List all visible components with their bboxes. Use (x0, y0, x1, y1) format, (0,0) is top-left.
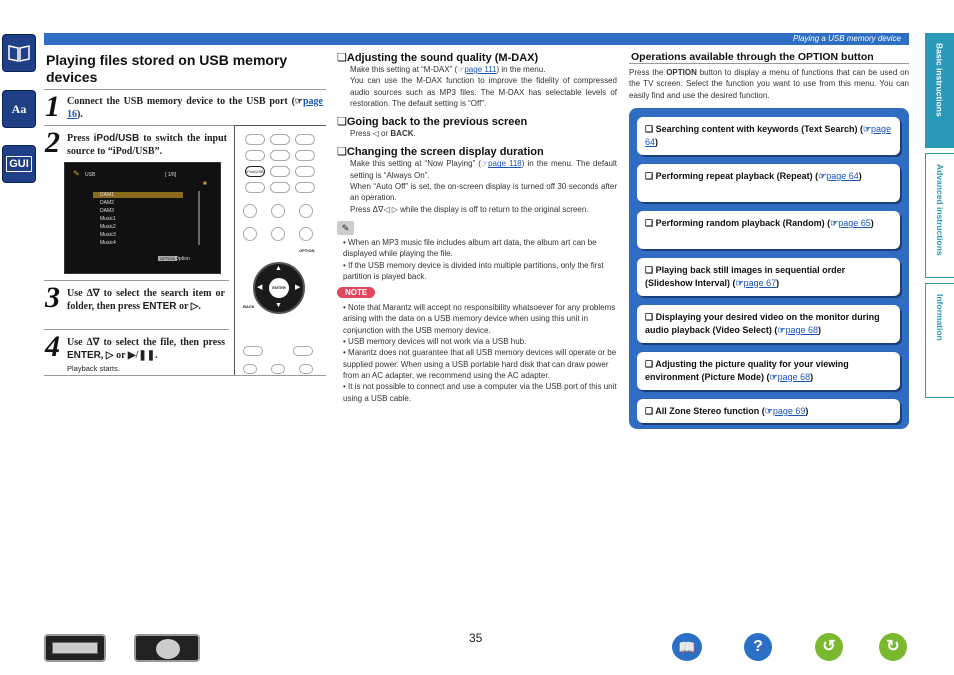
text: Make this setting at “M-DAX” ( (350, 65, 458, 74)
mdax-p1 (350, 64, 617, 75)
ref-icon: ☞ (830, 218, 839, 228)
memo-list (337, 237, 617, 282)
step-text (67, 95, 323, 121)
ref-icon: ☞ (818, 171, 827, 181)
step-text (67, 336, 225, 375)
option-text: Searching content with keywords (Text Search) (655, 124, 858, 134)
remote-control-image (234, 125, 326, 375)
page-link[interactable]: page 67 (743, 277, 777, 288)
usb-icon: ✎ (73, 169, 80, 178)
option-text: Performing random playback (Random) (655, 218, 825, 228)
ref-icon: ☞ (862, 124, 872, 134)
memo-item: • If the USB memory device is divided into multiple partitions, only the first partition is played back. (343, 260, 604, 281)
option-text: Adjusting the picture quality for your viewing environment (Picture Mode) (645, 359, 849, 382)
osd-screen-image (64, 162, 221, 274)
page-link[interactable]: page 69 (772, 406, 806, 416)
ref-icon: ☞ (294, 96, 303, 106)
remote-icon (156, 639, 180, 659)
remote-round-button (299, 204, 313, 218)
remote-round-button (271, 227, 285, 241)
note-badge: NOTE (337, 287, 375, 298)
checkbox-icon: ❑ (337, 146, 347, 159)
folder-icon: ■ (203, 181, 207, 187)
remote-button (243, 346, 263, 356)
text: Press ◁ or (350, 129, 391, 139)
tab-advanced-instructions[interactable] (925, 153, 954, 278)
question-icon: ? (753, 638, 763, 655)
remote-button (270, 166, 290, 177)
tab-label: Advanced instructions (935, 164, 945, 256)
step-text-part: Connect the USB memory device to the USB port ( (67, 96, 295, 107)
screen-source: USB (85, 172, 96, 178)
list-item: Music2 (100, 224, 116, 230)
option-item-random[interactable]: ❑ Performing random playback (Random) (☞page 65) (637, 211, 900, 249)
display-duration-heading (337, 145, 617, 158)
step-text-part: Use Δ∇ to select the file, then press (67, 337, 225, 348)
contents-book-button[interactable] (672, 633, 702, 661)
note-item: • Note that Marantz will accept no responsibility whatsoever for any problems arising with the data on a USB memory device when using this unit in conjunction with the USB memory device. (343, 303, 616, 335)
step-text-part: ). (77, 109, 83, 120)
duration-p1 (350, 158, 617, 181)
page-link[interactable]: page 68 (777, 371, 811, 382)
step-text (67, 287, 225, 313)
note-list (337, 302, 617, 404)
duration-p2: When “Auto Off” is set, the on-screen display is turned off 30 seconds after an operation. (350, 182, 617, 203)
key-label: BACK (390, 129, 414, 139)
scrollbar (198, 191, 200, 245)
remote-button (245, 150, 265, 161)
checkbox-icon: ❑ (337, 52, 347, 64)
tab-information[interactable] (925, 283, 954, 398)
divider (44, 375, 326, 376)
remote-control-button[interactable] (134, 634, 200, 662)
memo-text: If the USB memory device is divided into multiple partitions, only the first partition is played back. (343, 260, 604, 281)
remote-option-label: OPTION (299, 248, 315, 253)
list-item: Music4 (100, 240, 116, 246)
remote-round-button (243, 204, 257, 218)
remote-enter-button: ENTER (269, 278, 289, 298)
section-title: Playing a USB memory device (792, 34, 901, 43)
mdax-heading (337, 51, 617, 64)
remote-button (270, 182, 290, 193)
tab-basic-instructions[interactable] (925, 33, 954, 148)
text: Make this setting at “Now Playing” ( (350, 159, 481, 169)
forward-button[interactable] (879, 633, 907, 661)
remote-round-button (299, 227, 313, 241)
ipod-usb-button: iPod/USB (245, 166, 265, 177)
option-item-repeat[interactable]: ❑ Performing repeat playback (Repeat) (☞page 64) (637, 164, 900, 202)
key-label: iPod/USB (93, 133, 140, 144)
step-text-part: or ▷. (176, 301, 201, 312)
option-item-slideshow[interactable]: ❑ Playing back still images in sequential order (Slideshow Interval) (☞page 67) (637, 258, 900, 296)
option-intro (629, 67, 909, 101)
page-title: Playing files stored on USB memory devices (46, 52, 288, 85)
option-item-all-zone-stereo[interactable]: ❑ All Zone Stereo function (☞page 69) (637, 399, 900, 423)
page-link[interactable]: page 64 (645, 124, 892, 147)
remote-button (245, 134, 265, 145)
remote-round-button (271, 204, 285, 218)
option-key: OPTION (160, 256, 176, 261)
middle-column (337, 51, 617, 404)
text: Press the (629, 68, 667, 77)
list-item: DAM1 (100, 192, 114, 198)
page-link[interactable]: page 64 (826, 171, 859, 181)
option-text: All Zone Stereo function (655, 406, 760, 416)
aa-label: Aa (11, 101, 27, 116)
page-link[interactable]: page 16 (67, 96, 323, 120)
ref-icon: ☞ (480, 159, 489, 169)
right-column-intro (629, 51, 909, 101)
remote-button (295, 150, 315, 161)
down-arrow-icon: ▼ (275, 302, 282, 309)
screen-counter: [ 1/6] (165, 172, 177, 178)
back-heading (337, 115, 617, 128)
gui-label: GUI (6, 156, 32, 172)
option-item-text-search[interactable]: ❑ Searching content with keywords (Text Search) (☞page 64) (637, 117, 900, 155)
back-text (337, 128, 617, 139)
remote-button (245, 182, 265, 193)
left-arrow-icon: ◀ (257, 284, 263, 291)
step-number: 1 (45, 90, 60, 123)
text: ) in the menu. The default setting is “Always On”. (350, 159, 617, 180)
option-text: Playing back still images in sequential order (Slideshow Interval) (645, 265, 846, 288)
step-text-part: to switch the input source to “iPod/USB”. (67, 133, 227, 157)
remote-button (270, 134, 290, 145)
receiver-icon (52, 642, 98, 654)
note-text: Marantz does not guarantee that all USB memory devices will operate or be supplied power. When using a USB portable hard disk that can draw power from an AC adapter, we recommend using the AC adapter. (343, 348, 617, 380)
step-text-part: , ▷ or ▶/❚❚. (100, 350, 158, 361)
book-icon (7, 43, 31, 63)
up-arrow-icon: ▲ (275, 265, 282, 272)
memo-pencil-icon: ✎ (337, 221, 354, 235)
text: button to display a menu of functions that can be used on the TV screen. Select the function you want to use from this menu. You can easily find and use the desired function. (629, 68, 910, 100)
list-item: DAM2 (100, 200, 114, 206)
page-link[interactable]: page 68 (785, 324, 818, 335)
option-item-picture-mode[interactable]: ❑ Adjusting the picture quality for your viewing environment (Picture Mode) (☞page 68) (637, 352, 900, 390)
remote-button (271, 364, 285, 374)
note-text: USB memory devices will not work via a USB hub. (348, 337, 527, 347)
option-text: Displaying your desired video on the monitor during audio playback (Video Select) (645, 312, 880, 335)
back-button[interactable] (815, 633, 843, 661)
memo-text: When an MP3 music file includes album art data, the album art can be displayed while playing the file. (343, 237, 597, 259)
remote-button (295, 134, 315, 145)
mdax-p2: You can use the M-DAX function to improve the fidelity of compressed audio sources such as MP3 files. The M-DAX has selectable levels of restoration. The default setting is “Off”. (350, 76, 617, 108)
step-4 (44, 329, 229, 375)
section-header-bar (44, 33, 909, 45)
contents-book-icon[interactable] (2, 34, 36, 72)
key-label: ENTER (67, 350, 101, 361)
remote-button (293, 346, 313, 356)
option-label: Option (175, 256, 190, 262)
list-item: Music3 (100, 232, 116, 238)
note-item: • Marantz does not guarantee that all USB memory devices will operate or be supplied power. When using a USB portable hard disk that can draw power from an AC adapter, we recommend using the AC adapter. (343, 348, 617, 380)
checkbox-icon: ❑ (337, 116, 347, 129)
note-item: • It is not possible to connect and use a computer via the USB port of this unit using a USB cable. (343, 382, 617, 403)
remote-back-label: BACK (243, 304, 255, 309)
list-item: Music1 (100, 216, 116, 222)
step-text-part: Use Δ∇ to select the search item or folder, then press (67, 288, 225, 312)
step-1 (44, 89, 326, 125)
remote-button (270, 150, 290, 161)
option-heading: Operations available through the OPTION button (629, 51, 909, 64)
key-label: OPTION (666, 68, 697, 77)
ref-icon: ☞ (735, 277, 744, 288)
page-link[interactable]: page 111 (464, 65, 497, 74)
step-number: 3 (45, 281, 60, 314)
remote-button (295, 166, 315, 177)
note-text: Note that Marantz will accept no responsibility whatsoever for any problems arising with the data on a USB memory device when using this unit in conjunction with the USB memory device. (343, 303, 616, 335)
text: ) in the menu. (496, 65, 546, 74)
remote-round-button (243, 227, 257, 241)
forward-arrow-icon: ↻ (886, 638, 900, 655)
page-link[interactable]: page 65 (838, 218, 871, 228)
heading-text: Adjusting the sound quality (M-DAX) (346, 52, 539, 64)
duration-p3: Press Δ∇◁ ▷ while the display is off to return to the original screen. (350, 204, 589, 214)
key-label: ENTER (142, 301, 177, 312)
tab-label: Basic instructions (934, 43, 945, 117)
note-text: It is not possible to connect and use a computer via the USB port of this unit using a USB cable. (343, 382, 617, 403)
remote-button (243, 364, 257, 374)
ref-icon: ☞ (777, 324, 786, 335)
book-icon: 📖 (678, 639, 696, 655)
step-text (67, 132, 227, 158)
list-item: DAM3 (100, 208, 114, 214)
display-duration-text (337, 158, 617, 214)
help-button[interactable] (744, 633, 772, 661)
remote-dpad (253, 262, 305, 314)
page-number: 35 (469, 631, 483, 645)
step-number: 4 (45, 330, 60, 363)
text: . (413, 129, 416, 139)
memo-item: • When an MP3 music file includes album art data, the album art can be displayed while playing the file. (343, 237, 597, 259)
option-menu-box (629, 108, 909, 429)
ref-icon: ☞ (457, 65, 465, 74)
step-text-part: Press (67, 133, 94, 144)
mdax-text (337, 64, 617, 109)
page-link[interactable]: page 118 (488, 159, 522, 169)
back-arrow-icon: ↺ (822, 638, 836, 655)
index-aa-icon[interactable] (2, 90, 36, 128)
option-text: Performing repeat playback (Repeat) (655, 171, 813, 181)
gui-icon[interactable] (2, 145, 36, 183)
step-number: 2 (45, 126, 60, 159)
option-item-video-select[interactable]: ❑ Displaying your desired video on the monitor during audio playback (Video Select) (☞page 68) (637, 305, 900, 343)
remote-button (295, 182, 315, 193)
step-3 (44, 280, 229, 328)
heading-text: Going back to the previous screen (346, 116, 528, 129)
heading-text: Changing the screen display duration (346, 146, 544, 159)
ref-icon: ☞ (769, 371, 778, 382)
tab-label: Information (935, 294, 945, 341)
front-panel-button[interactable] (44, 634, 106, 662)
ref-icon: ☞ (764, 406, 773, 416)
note-item: • USB memory devices will not work via a USB hub. (343, 337, 527, 347)
remote-button (299, 364, 313, 374)
right-arrow-icon: ▶ (295, 284, 301, 291)
step-note: Playback starts. (67, 364, 120, 373)
